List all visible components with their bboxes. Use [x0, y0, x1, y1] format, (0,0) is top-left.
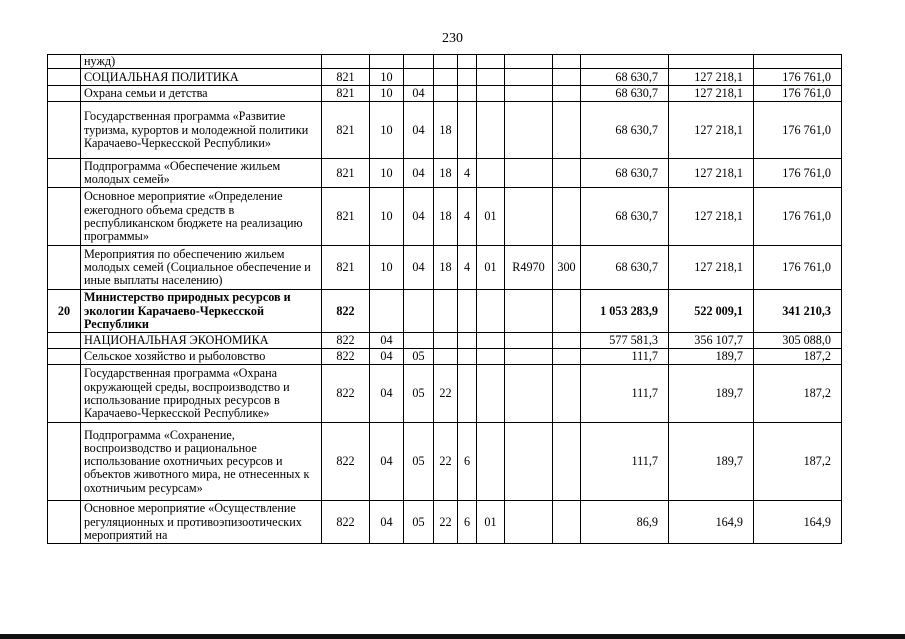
pr-code-cell	[404, 290, 434, 333]
amount-year2-cell: 127 218,1	[669, 69, 754, 86]
scan-bottom-edge	[0, 634, 905, 639]
program-code-cell	[434, 69, 458, 86]
table-row	[48, 423, 842, 501]
row-name-cell: Государственная программа «Развитие туризма, курортов и молодежной политики Карачаево-Черкесской Республики»	[81, 102, 322, 159]
amount-year2-cell: 127 218,1	[669, 102, 754, 159]
rz-code-cell: 10	[370, 159, 404, 188]
pr-code-cell: 04	[404, 159, 434, 188]
row-number-cell	[48, 501, 81, 544]
row-number-cell	[48, 423, 81, 501]
amount-year3-cell	[754, 55, 842, 69]
gr-code-cell: 821	[322, 188, 370, 246]
expense-type-cell	[553, 159, 581, 188]
event-code-cell	[477, 290, 505, 333]
program-code-cell	[434, 333, 458, 349]
row-number-cell	[48, 86, 81, 102]
rz-code-cell: 10	[370, 102, 404, 159]
amount-year2-cell: 127 218,1	[669, 86, 754, 102]
amount-year3-cell: 341 210,3	[754, 290, 842, 333]
rz-code-cell: 10	[370, 69, 404, 86]
pr-code-cell: 05	[404, 423, 434, 501]
amount-year1-cell: 111,7	[581, 423, 669, 501]
event-code-cell: 01	[477, 188, 505, 246]
amount-year1-cell: 68 630,7	[581, 69, 669, 86]
subprogram-code-cell	[458, 333, 477, 349]
event-code-cell	[477, 55, 505, 69]
amount-year1-cell: 68 630,7	[581, 86, 669, 102]
program-code-cell: 22	[434, 501, 458, 544]
gr-code-cell: 822	[322, 349, 370, 365]
expense-type-cell	[553, 423, 581, 501]
row-number-cell: 20	[48, 290, 81, 333]
amount-year2-cell: 189,7	[669, 423, 754, 501]
target-code-cell	[505, 86, 553, 102]
amount-year2-cell: 127 218,1	[669, 159, 754, 188]
event-code-cell	[477, 86, 505, 102]
subprogram-code-cell: 4	[458, 246, 477, 290]
gr-code-cell: 822	[322, 365, 370, 423]
row-number-cell	[48, 349, 81, 365]
amount-year3-cell: 176 761,0	[754, 102, 842, 159]
target-code-cell	[505, 365, 553, 423]
program-code-cell: 18	[434, 246, 458, 290]
expense-type-cell	[553, 69, 581, 86]
amount-year2-cell: 127 218,1	[669, 188, 754, 246]
row-name-cell: Министерство природных ресурсов и экологии Карачаево-Черкесской Республики	[81, 290, 322, 333]
event-code-cell	[477, 365, 505, 423]
expense-type-cell	[553, 365, 581, 423]
row-number-cell	[48, 246, 81, 290]
rz-code-cell: 10	[370, 86, 404, 102]
table-row	[48, 501, 842, 544]
rz-code-cell	[370, 290, 404, 333]
program-code-cell: 18	[434, 159, 458, 188]
amount-year2-cell: 189,7	[669, 365, 754, 423]
amount-year1-cell: 68 630,7	[581, 188, 669, 246]
pr-code-cell	[404, 333, 434, 349]
program-code-cell: 22	[434, 423, 458, 501]
event-code-cell: 01	[477, 501, 505, 544]
gr-code-cell: 821	[322, 159, 370, 188]
target-code-cell: R4970	[505, 246, 553, 290]
amount-year1-cell: 577 581,3	[581, 333, 669, 349]
row-name-cell: СОЦИАЛЬНАЯ ПОЛИТИКА	[81, 69, 322, 86]
page-number: 230	[442, 31, 463, 46]
amount-year3-cell: 305 088,0	[754, 333, 842, 349]
row-name-cell: нужд)	[81, 55, 322, 69]
program-code-cell: 22	[434, 365, 458, 423]
budget-table	[47, 54, 842, 544]
amount-year3-cell: 176 761,0	[754, 69, 842, 86]
pr-code-cell: 05	[404, 365, 434, 423]
table-body	[48, 55, 842, 544]
subprogram-code-cell: 6	[458, 501, 477, 544]
rz-code-cell: 10	[370, 188, 404, 246]
amount-year1-cell: 1 053 283,9	[581, 290, 669, 333]
table-row	[48, 349, 842, 365]
row-name-cell: Подпрограмма «Сохранение, воспроизводство и рациональное использование охотничьих ресурсов и объектов животного мира, не отнесенных к охотничьим ресурсам»	[81, 423, 322, 501]
program-code-cell	[434, 349, 458, 365]
gr-code-cell: 822	[322, 423, 370, 501]
gr-code-cell: 822	[322, 333, 370, 349]
program-code-cell: 18	[434, 188, 458, 246]
table-row	[48, 188, 842, 246]
target-code-cell	[505, 102, 553, 159]
pr-code-cell: 05	[404, 501, 434, 544]
amount-year1-cell: 111,7	[581, 349, 669, 365]
expense-type-cell	[553, 86, 581, 102]
row-number-cell	[48, 365, 81, 423]
pr-code-cell: 04	[404, 86, 434, 102]
subprogram-code-cell: 4	[458, 159, 477, 188]
target-code-cell	[505, 290, 553, 333]
subprogram-code-cell	[458, 55, 477, 69]
amount-year2-cell: 356 107,7	[669, 333, 754, 349]
target-code-cell	[505, 69, 553, 86]
event-code-cell	[477, 333, 505, 349]
target-code-cell	[505, 188, 553, 246]
program-code-cell	[434, 290, 458, 333]
target-code-cell	[505, 159, 553, 188]
amount-year2-cell	[669, 55, 754, 69]
expense-type-cell	[553, 55, 581, 69]
gr-code-cell: 821	[322, 102, 370, 159]
subprogram-code-cell	[458, 69, 477, 86]
row-number-cell	[48, 333, 81, 349]
event-code-cell	[477, 159, 505, 188]
row-number-cell	[48, 55, 81, 69]
row-name-cell: НАЦИОНАЛЬНАЯ ЭКОНОМИКА	[81, 333, 322, 349]
amount-year3-cell: 176 761,0	[754, 86, 842, 102]
row-number-cell	[48, 69, 81, 86]
expense-type-cell	[553, 333, 581, 349]
target-code-cell	[505, 423, 553, 501]
amount-year2-cell: 164,9	[669, 501, 754, 544]
pr-code-cell	[404, 55, 434, 69]
amount-year1-cell	[581, 55, 669, 69]
row-name-cell: Государственная программа «Охрана окружающей среды, воспроизводство и использование природных ресурсов в Карачаево-Черкесской Республике»	[81, 365, 322, 423]
pr-code-cell: 04	[404, 102, 434, 159]
subprogram-code-cell	[458, 290, 477, 333]
expense-type-cell: 300	[553, 246, 581, 290]
row-name-cell: Сельское хозяйство и рыболовство	[81, 349, 322, 365]
amount-year3-cell: 176 761,0	[754, 188, 842, 246]
subprogram-code-cell: 6	[458, 423, 477, 501]
gr-code-cell: 821	[322, 69, 370, 86]
pr-code-cell	[404, 69, 434, 86]
pr-code-cell: 04	[404, 188, 434, 246]
rz-code-cell: 04	[370, 333, 404, 349]
row-name-cell: Охрана семьи и детства	[81, 86, 322, 102]
expense-type-cell	[553, 501, 581, 544]
gr-code-cell: 822	[322, 290, 370, 333]
row-name-cell: Основное мероприятие «Определение ежегодного объема средств в республиканском бюджете на реализацию программы»	[81, 188, 322, 246]
amount-year3-cell: 187,2	[754, 349, 842, 365]
table-row	[48, 159, 842, 188]
table-row	[48, 69, 842, 86]
subprogram-code-cell	[458, 102, 477, 159]
rz-code-cell: 10	[370, 246, 404, 290]
amount-year3-cell: 176 761,0	[754, 246, 842, 290]
amount-year2-cell: 127 218,1	[669, 246, 754, 290]
amount-year1-cell: 68 630,7	[581, 102, 669, 159]
amount-year3-cell: 187,2	[754, 365, 842, 423]
gr-code-cell: 821	[322, 86, 370, 102]
program-code-cell	[434, 86, 458, 102]
table-row	[48, 290, 842, 333]
program-code-cell	[434, 55, 458, 69]
target-code-cell	[505, 349, 553, 365]
program-code-cell: 18	[434, 102, 458, 159]
event-code-cell	[477, 349, 505, 365]
rz-code-cell: 04	[370, 423, 404, 501]
gr-code-cell: 822	[322, 501, 370, 544]
amount-year3-cell: 176 761,0	[754, 159, 842, 188]
table-row	[48, 55, 842, 69]
event-code-cell: 01	[477, 246, 505, 290]
row-number-cell	[48, 159, 81, 188]
amount-year1-cell: 111,7	[581, 365, 669, 423]
target-code-cell	[505, 333, 553, 349]
rz-code-cell: 04	[370, 365, 404, 423]
table-row	[48, 333, 842, 349]
rz-code-cell: 04	[370, 349, 404, 365]
row-number-cell	[48, 102, 81, 159]
event-code-cell	[477, 69, 505, 86]
amount-year2-cell: 522 009,1	[669, 290, 754, 333]
amount-year2-cell: 189,7	[669, 349, 754, 365]
rz-code-cell: 04	[370, 501, 404, 544]
event-code-cell	[477, 102, 505, 159]
event-code-cell	[477, 423, 505, 501]
amount-year3-cell: 187,2	[754, 423, 842, 501]
amount-year3-cell: 164,9	[754, 501, 842, 544]
table-row	[48, 86, 842, 102]
row-name-cell: Мероприятия по обеспечению жильем молодых семей (Социальное обеспечение и иные выплаты населению)	[81, 246, 322, 290]
subprogram-code-cell	[458, 365, 477, 423]
pr-code-cell: 05	[404, 349, 434, 365]
pr-code-cell: 04	[404, 246, 434, 290]
subprogram-code-cell	[458, 86, 477, 102]
amount-year1-cell: 68 630,7	[581, 246, 669, 290]
table-row	[48, 246, 842, 290]
subprogram-code-cell	[458, 349, 477, 365]
subprogram-code-cell: 4	[458, 188, 477, 246]
row-name-cell: Основное мероприятие «Осуществление регуляционных и противоэпизоотических мероприятий на	[81, 501, 322, 544]
expense-type-cell	[553, 188, 581, 246]
gr-code-cell: 821	[322, 246, 370, 290]
gr-code-cell	[322, 55, 370, 69]
table-row	[48, 102, 842, 159]
table-row	[48, 365, 842, 423]
row-name-cell: Подпрограмма «Обеспечение жильем молодых семей»	[81, 159, 322, 188]
expense-type-cell	[553, 102, 581, 159]
row-number-cell	[48, 188, 81, 246]
amount-year1-cell: 86,9	[581, 501, 669, 544]
amount-year1-cell: 68 630,7	[581, 159, 669, 188]
rz-code-cell	[370, 55, 404, 69]
target-code-cell	[505, 55, 553, 69]
expense-type-cell	[553, 290, 581, 333]
target-code-cell	[505, 501, 553, 544]
expense-type-cell	[553, 349, 581, 365]
